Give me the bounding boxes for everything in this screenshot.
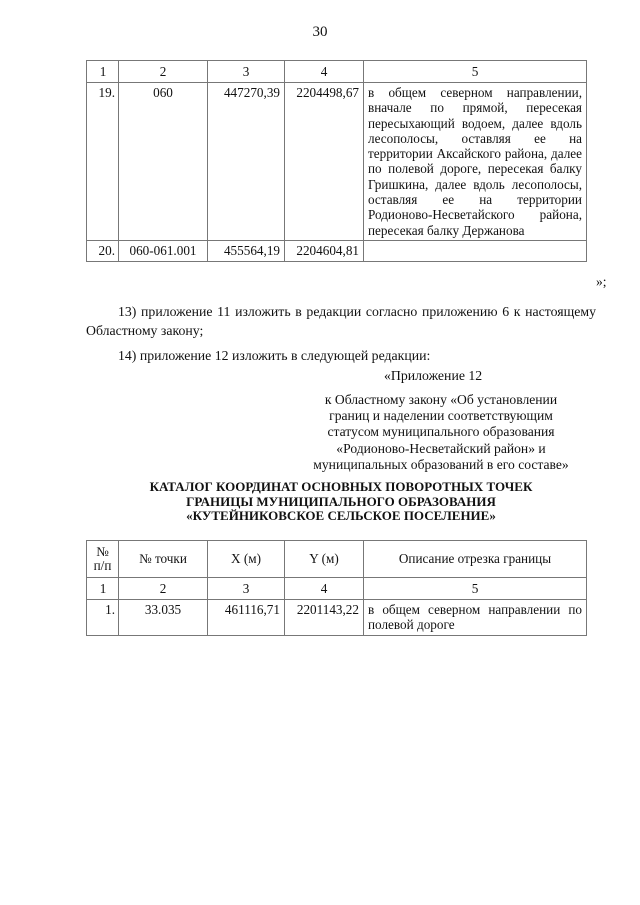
- table-row: [87, 240, 587, 261]
- point-id: 060: [119, 83, 208, 241]
- y-coordinate: 2201143,22: [285, 600, 364, 636]
- catalog-title: КАТАЛОГ КООРДИНАТ ОСНОВНЫХ ПОВОРОТНЫХ ТОЧЕК ГРАНИЦЫ МУНИЦИПАЛЬНОГО ОБРАЗОВАНИЯ «КУТЕЙНИКОВСКОЕ СЕЛЬСКОЕ ПОСЕЛЕНИЕ»: [149, 479, 533, 523]
- index-cell: 4: [285, 578, 364, 600]
- table-header-row: [87, 61, 587, 83]
- table-row: [87, 83, 587, 241]
- index-cell: 3: [208, 578, 285, 600]
- point-id: 33.035: [119, 600, 208, 636]
- column-header: Описание отрезка границы: [364, 541, 587, 578]
- segment-description: [364, 240, 587, 261]
- closing-quote: »;: [596, 274, 607, 289]
- column-header: № п/п: [87, 541, 119, 578]
- paragraph-14: 14) приложение 12 изложить в следующей редакции:: [118, 348, 431, 363]
- coordinates-table: [86, 540, 587, 636]
- row-number: 20.: [87, 240, 119, 261]
- header-cell: 3: [208, 61, 285, 83]
- paragraph-13: 13) приложение 11 изложить в редакции согласно приложению 6 к настоящему Областному закону;: [86, 304, 596, 338]
- point-id: 060-061.001: [119, 240, 208, 261]
- y-coordinate: 2204498,67: [285, 83, 364, 241]
- column-header: X (м): [208, 541, 285, 578]
- table-index-row: [87, 578, 587, 600]
- segment-description: в общем северном направлении по полевой дороге: [364, 600, 587, 636]
- x-coordinate: 447270,39: [208, 83, 285, 241]
- header-cell: 1: [87, 61, 119, 83]
- segment-description: в общем северном направлении, вначале по прямой, пересекая пересыхающий водоем, далее вдоль лесополосы, оставляя ее на территории Аксайского района, далее по полевой дороге, пересекая балку Гришкина, далее вдоль лесополосы, оставляя ее на территории Родионово-Несветайского района, пересекая балку Держанова: [364, 83, 587, 241]
- y-coordinate: 2204604,81: [285, 240, 364, 261]
- x-coordinate: 461116,71: [208, 600, 285, 636]
- index-cell: 1: [87, 578, 119, 600]
- appendix-subtitle: к Областному закону «Об установлении границ и наделении соответствующим статусом муниципального образования «Родионово-Несветайский район» и муниципальных образований в его составе»: [313, 392, 569, 472]
- table-row: [87, 600, 587, 636]
- header-cell: 4: [285, 61, 364, 83]
- coordinates-table-continued: [86, 60, 587, 262]
- x-coordinate: 455564,19: [208, 240, 285, 261]
- row-number: 19.: [87, 83, 119, 241]
- column-header: № точки: [119, 541, 208, 578]
- appendix-title: «Приложение 12: [384, 368, 483, 383]
- header-cell: 2: [119, 61, 208, 83]
- page-number: 30: [312, 24, 328, 40]
- row-number: 1.: [87, 600, 119, 636]
- table-column-header-row: [87, 541, 587, 578]
- header-cell: 5: [364, 61, 587, 83]
- index-cell: 2: [119, 578, 208, 600]
- column-header: Y (м): [285, 541, 364, 578]
- index-cell: 5: [364, 578, 587, 600]
